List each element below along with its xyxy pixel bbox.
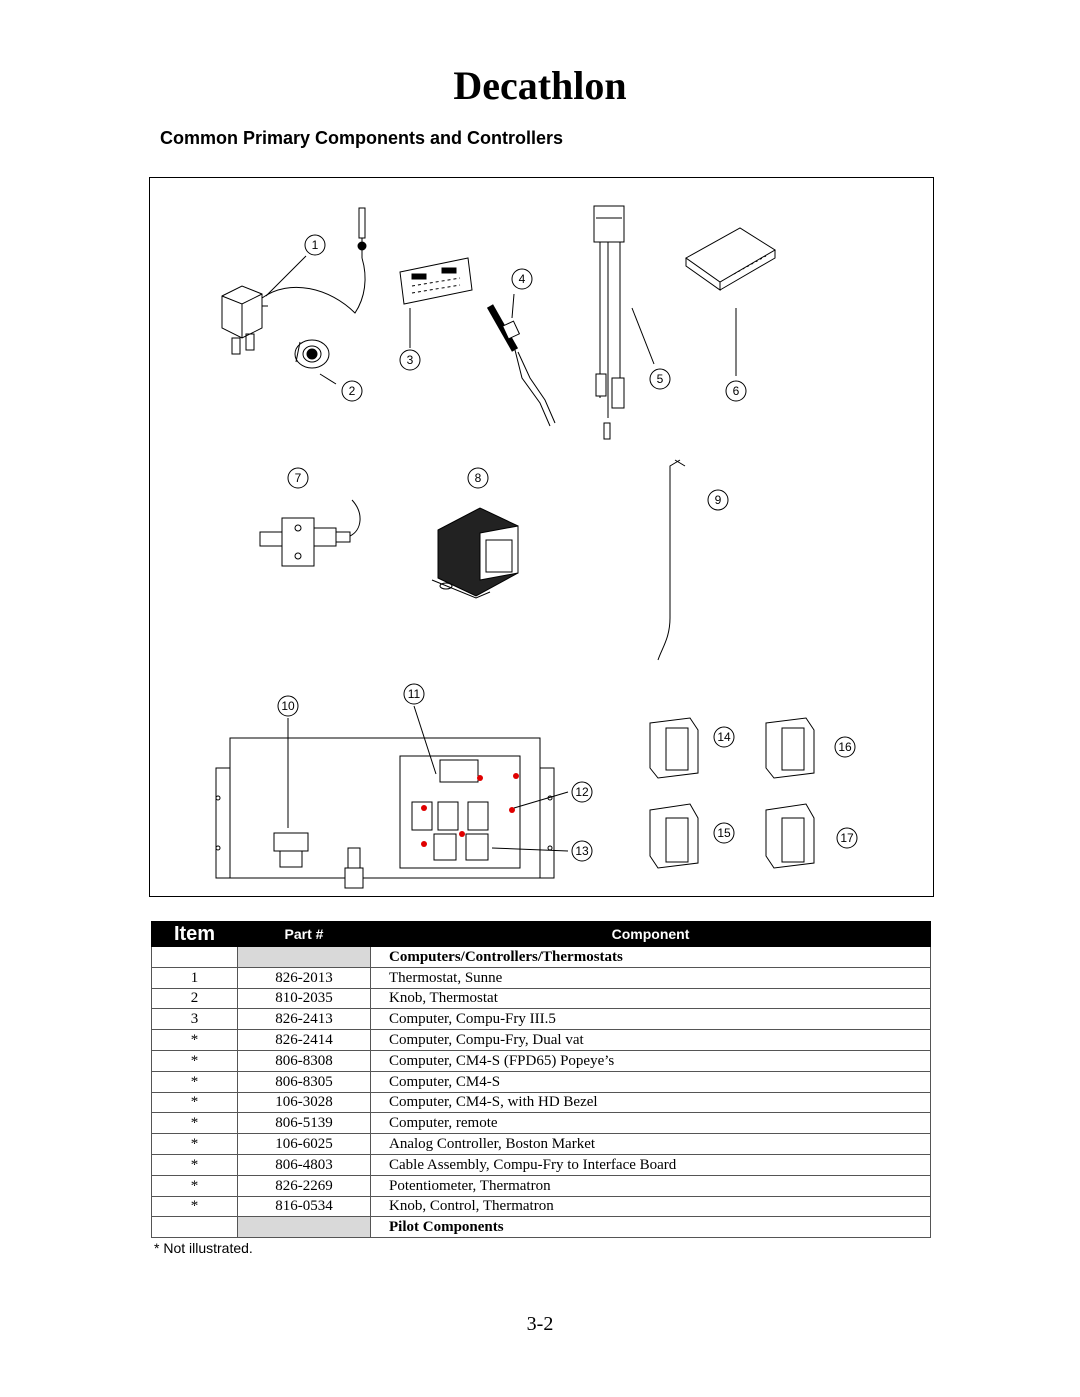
part-number-cell: 826-2413 xyxy=(238,1009,371,1030)
parts-table xyxy=(151,921,931,1238)
part-number-cell: 806-4803 xyxy=(238,1154,371,1175)
item-cell: * xyxy=(152,1030,238,1051)
table-row xyxy=(152,967,931,988)
table-row xyxy=(152,1154,931,1175)
footnote: * Not illustrated. xyxy=(154,1240,253,1256)
part-number-cell: 806-8305 xyxy=(238,1071,371,1092)
section-row xyxy=(152,947,931,968)
knob-illustration xyxy=(295,340,329,368)
component-cell: Potentiometer, Thermatron xyxy=(371,1175,931,1196)
item-cell: * xyxy=(152,1113,238,1134)
component-cell: Thermostat, Sunne xyxy=(371,967,931,988)
header-item: Item xyxy=(152,922,238,947)
header-component: Component xyxy=(371,922,931,947)
callout-10: 10 xyxy=(281,699,295,713)
component-cell: Computer, Compu-Fry III.5 xyxy=(371,1009,931,1030)
component-cell: Computer, CM4-S xyxy=(371,1071,931,1092)
component-cell: Cable Assembly, Compu-Fry to Interface Board xyxy=(371,1154,931,1175)
item-cell: * xyxy=(152,1092,238,1113)
table-row xyxy=(152,1134,931,1155)
part-number-cell: 826-2414 xyxy=(238,1030,371,1051)
callout-1: 1 xyxy=(311,238,319,252)
component-cell: Computer, remote xyxy=(371,1113,931,1134)
section-title: Pilot Components xyxy=(371,1217,931,1238)
ignition-module-illustration xyxy=(686,228,775,290)
table-row xyxy=(152,1175,931,1196)
part-number-cell: 106-6025 xyxy=(238,1134,371,1155)
control-box-illustration xyxy=(216,738,554,888)
item-cell: * xyxy=(152,1175,238,1196)
component-cell: Knob, Thermostat xyxy=(371,988,931,1009)
callout-16: 16 xyxy=(838,740,852,754)
item-cell: 2 xyxy=(152,988,238,1009)
part-number-cell: 810-2035 xyxy=(238,988,371,1009)
page-title: Decathlon xyxy=(453,63,627,108)
item-cell: * xyxy=(152,1071,238,1092)
probe-illustration xyxy=(490,306,555,426)
component-cell: Computer, Compu-Fry, Dual vat xyxy=(371,1030,931,1051)
item-cell: * xyxy=(152,1196,238,1217)
part-number-cell: 806-8308 xyxy=(238,1050,371,1071)
part-number-cell: 816-0534 xyxy=(238,1196,371,1217)
header-part-number: Part # xyxy=(238,922,371,947)
item-cell: 3 xyxy=(152,1009,238,1030)
temperature-probe-illustration xyxy=(658,460,685,660)
page-number: 3-2 xyxy=(526,1313,554,1335)
table-header-row xyxy=(152,922,931,947)
callout-13: 13 xyxy=(575,844,589,858)
section-title: Computers/Controllers/Thermostats xyxy=(371,947,931,968)
component-cell: Analog Controller, Boston Market xyxy=(371,1134,931,1155)
callout-5: 5 xyxy=(656,372,664,386)
callout-6: 6 xyxy=(732,384,740,398)
callout-7: 7 xyxy=(294,471,302,485)
solenoid-valve-illustration xyxy=(260,500,360,566)
item-cell: 1 xyxy=(152,967,238,988)
section-heading: Common Primary Components and Controllers xyxy=(160,128,564,148)
callout-8: 8 xyxy=(474,471,482,485)
section-row xyxy=(152,1217,931,1238)
table-row xyxy=(152,988,931,1009)
pilot-assembly-illustration xyxy=(594,206,624,439)
part-number-cell: 826-2013 xyxy=(238,967,371,988)
callout-3: 3 xyxy=(406,353,414,367)
callout-11: 11 xyxy=(407,687,421,701)
component-cell: Computer, CM4-S (FPD65) Popeye’s xyxy=(371,1050,931,1071)
callout-9: 9 xyxy=(714,493,722,507)
component-cell: Knob, Control, Thermatron xyxy=(371,1196,931,1217)
part-number-cell: 806-5139 xyxy=(238,1113,371,1134)
transformer-illustration xyxy=(432,508,518,598)
components-diagram xyxy=(149,177,934,897)
callout-15: 15 xyxy=(717,826,731,840)
table-row xyxy=(152,1071,931,1092)
table-row xyxy=(152,1030,931,1051)
table-row xyxy=(152,1092,931,1113)
table-row xyxy=(152,1113,931,1134)
thermostat-illustration xyxy=(222,208,366,354)
table-row xyxy=(152,1196,931,1217)
callout-2: 2 xyxy=(348,384,356,398)
callout-12: 12 xyxy=(575,785,589,799)
computer-panel-illustration xyxy=(400,258,472,304)
part-number-cell: 826-2269 xyxy=(238,1175,371,1196)
item-cell: * xyxy=(152,1050,238,1071)
table-row xyxy=(152,1009,931,1030)
part-number-cell: 106-3028 xyxy=(238,1092,371,1113)
item-cell: * xyxy=(152,1134,238,1155)
callout-4: 4 xyxy=(518,272,526,286)
item-cell: * xyxy=(152,1154,238,1175)
callout-14: 14 xyxy=(717,730,731,744)
table-row xyxy=(152,1050,931,1071)
component-cell: Computer, CM4-S, with HD Bezel xyxy=(371,1092,931,1113)
callout-17: 17 xyxy=(840,831,854,845)
